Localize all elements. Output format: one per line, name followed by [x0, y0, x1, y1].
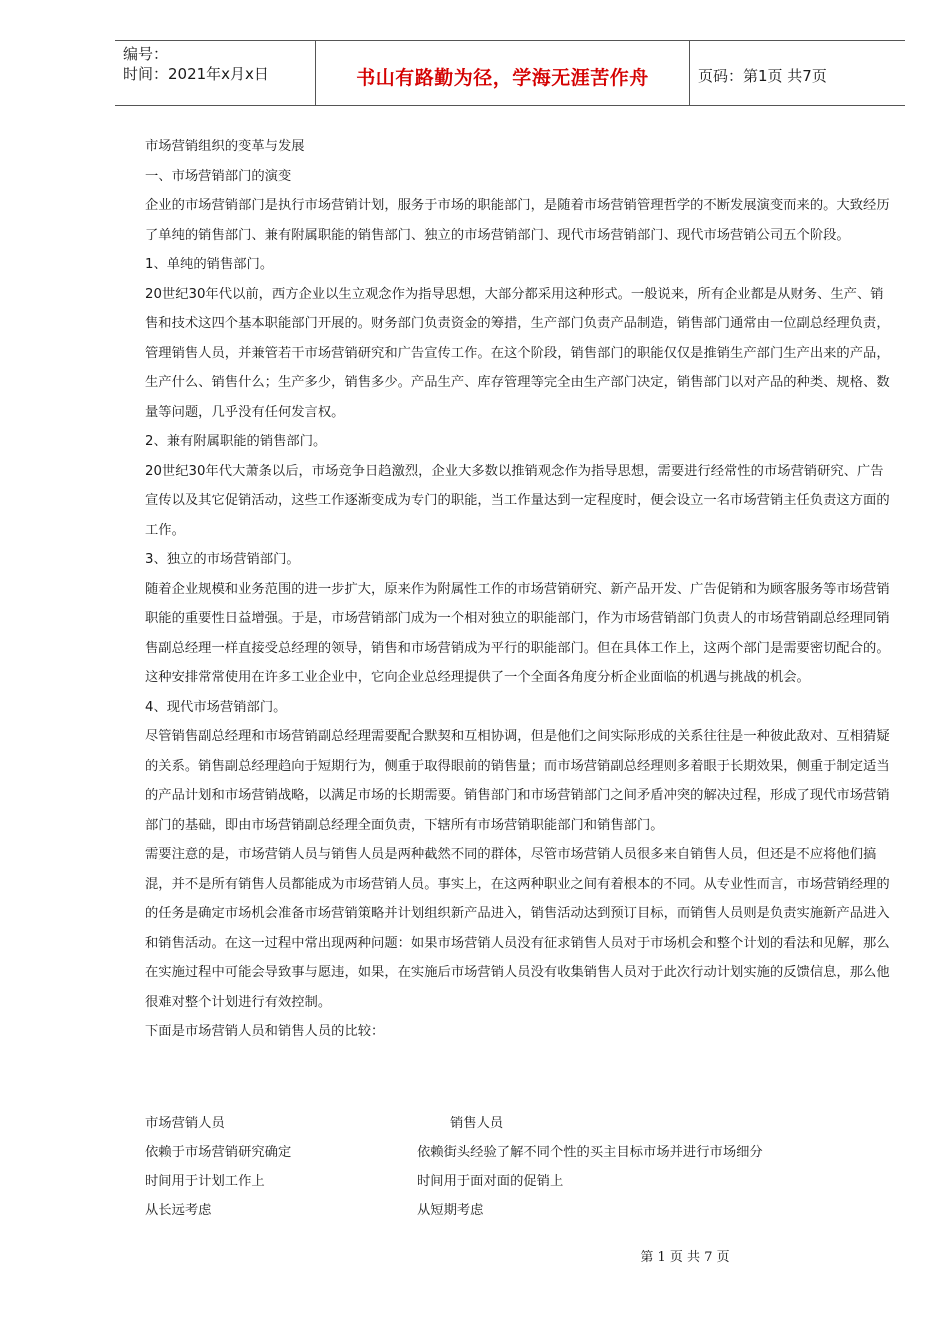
page-header	[115, 40, 905, 106]
paragraph: 企业的市场营销部门是执行市场营销计划，服务于市场的职能部门，是随着市场营销管理哲学的不断发展演变而来的。大致经历了单纯的销售部门、兼有附属职能的销售部门、独立的市场营销部门、现代市场营销部门、现代市场营销公司五个阶段。	[145, 198, 890, 243]
paragraph: 2、兼有附属职能的销售部门。	[145, 434, 327, 449]
paragraph: 1、单纯的销售部门。	[145, 257, 274, 272]
comparison-cell-marketing: 时间用于计划工作上	[145, 1174, 265, 1189]
comparison-header-row	[145, 1112, 890, 1136]
comparison-header-marketing: 市场营销人员	[145, 1116, 225, 1131]
page-footer: 第 1 页 共 7 页	[640, 1250, 730, 1265]
document-body	[145, 132, 890, 1047]
document-title: 市场营销组织的变革与发展	[145, 139, 305, 154]
paragraph: 需要注意的是，市场营销人员与销售人员是两种截然不同的群体，尽管市场营销人员很多来自销售人员，但还是不应将他们搞混，并不是所有销售人员都能成为市场营销人员。事实上，在这两种职业之间有着根本的不同。从专业性而言，市场营销经理的的任务是确定市场机会准备市场营销策略并计划组织新产品进入，销售活动达到预订目标，而销售人员则是负责实施新产品进入和销售活动。在这一过程中常出现两种问题：如果市场营销人员没有征求销售人员对于市场机会和整个计划的看法和见解，那么在实施过程中可能会导致事与愿违，如果，在实施后市场营销人员没有收集销售人员对于此次行动计划实施的反馈信息，那么他很难对整个计划进行有效控制。	[145, 847, 890, 1010]
comparison-cell-marketing: 依赖于市场营销研究确定	[145, 1145, 292, 1160]
paragraph: 一、市场营销部门的演变	[145, 168, 292, 184]
comparison-row	[145, 1170, 890, 1194]
header-page-cell	[690, 41, 905, 105]
paragraph: 随着企业规模和业务范围的进一步扩大，原来作为附属性工作的市场营销研究、新产品开发、广告促销和为顾客服务等市场营销职能的重要性日益增强。于是，市场营销部门成为一个相对独立的职能部门，作为市场营销部门负责人的市场营销副总经理同销售副总经理一样直接受总经理的领导，销售和市场营销成为平行的职能部门。但在具体工作上，这两个部门是需要密切配合的。这种安排常常使用在许多工业企业中，它向企业总经理提供了一个全面各角度分析企业面临的机遇与挑战的机会。	[145, 581, 890, 685]
document-number-label: 编号：	[123, 45, 169, 63]
comparison-cell-sales: 时间用于面对面的促销上	[417, 1174, 564, 1189]
header-motto: 书山有路勤为径，学海无涯苦作舟	[356, 67, 649, 89]
paragraph: 4、现代市场营销部门。	[145, 699, 287, 715]
comparison-row	[145, 1199, 890, 1223]
header-page-number: 页码：第1页 共7页	[698, 67, 827, 85]
paragraph: 20世纪30年代以前，西方企业以生立观念作为指导思想，大部分都采用这种形式。一般说来，所有企业都是从财务、生产、销售和技术这四个基本职能部门开展的。财务部门负责资金的筹措，生产部门负责产品制造，销售部门通常由一位副总经理负责，管理销售人员，并兼管若干市场营销研究和广告宣传工作。在这个阶段，销售部门的职能仅仅是推销生产部门生产出来的产品，生产什么、销售什么；生产多少，销售多少。产品生产、库存管理等完全由生产部门决定，销售部门以对产品的种类、规格、数量等问题，几乎没有任何发言权。	[145, 286, 890, 420]
paragraph: 3、独立的市场营销部门。	[145, 552, 300, 567]
paragraph: 20世纪30年代大萧条以后，市场竞争日趋激烈，企业大多数以推销观念作为指导思想，需要进行经常性的市场营销研究、广告宣传以及其它促销活动，这些工作逐渐变成为专门的职能，当工作量达到一定程度时，便会设立一名市场营销主任负责这方面的工作。	[145, 463, 890, 538]
comparison-cell-sales: 从短期考虑	[417, 1203, 484, 1218]
comparison-cell-sales: 依赖街头经验了解不同个性的买主目标市场并进行市场细分	[417, 1145, 763, 1160]
comparison-cell-marketing: 从长远考虑	[145, 1203, 212, 1218]
header-motto-cell	[316, 41, 690, 105]
header-left-cell	[115, 41, 316, 105]
paragraph: 尽管销售副总经理和市场营销副总经理需要配合默契和互相协调，但是他们之间实际形成的关系往往是一种彼此敌对、互相猜疑的关系。销售副总经理趋向于短期行为，侧重于取得眼前的销售量；而市场营销副总经理则多着眼于长期效果，侧重于制定适当的产品计划和市场营销战略，以满足市场的长期需要。销售部门和市场营销部门之间矛盾冲突的解决过程，形成了现代市场营销部门的基础，即由市场营销副总经理全面负责，下辖所有市场营销职能部门和销售部门。	[145, 729, 890, 833]
document-time-label: 时间：2021年x月x日	[123, 65, 269, 83]
comparison-header-sales: 销售人员	[450, 1116, 504, 1131]
comparison-row	[145, 1141, 890, 1165]
paragraph: 下面是市场营销人员和销售人员的比较：	[145, 1024, 385, 1039]
